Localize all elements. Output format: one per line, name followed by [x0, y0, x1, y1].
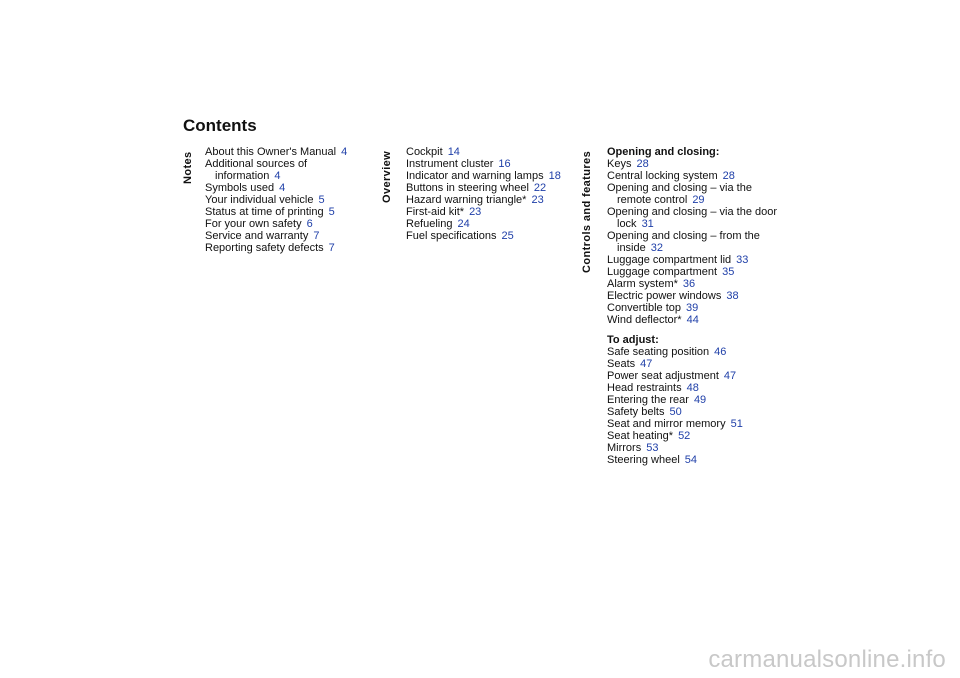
- toc-page-link[interactable]: 51: [730, 418, 743, 430]
- toc-entry-title: Power seat adjustment: [607, 370, 719, 382]
- toc-entry[interactable]: [406, 146, 576, 158]
- toc-entry-title: Buttons in steering wheel: [406, 182, 529, 194]
- toc-page-link[interactable]: 49: [693, 394, 707, 406]
- section-label-controls-and-features: Controls and features: [581, 150, 593, 273]
- toc-entry[interactable]: [607, 454, 777, 466]
- toc-page-link[interactable]: 33: [736, 254, 749, 266]
- toc-entry-title: Seats: [607, 358, 636, 370]
- toc-page-link[interactable]: 47: [640, 358, 653, 370]
- toc-entry[interactable]: [607, 442, 777, 454]
- toc-page-link[interactable]: 28: [722, 170, 735, 182]
- toc-page-link[interactable]: 52: [678, 430, 691, 442]
- toc-page-link[interactable]: 50: [669, 406, 682, 418]
- toc-entry-title: About this Owner's Manual: [205, 146, 337, 158]
- toc-entry[interactable]: [607, 314, 777, 326]
- toc-entry[interactable]: [607, 346, 777, 358]
- toc-entry[interactable]: [607, 254, 777, 266]
- toc-entry[interactable]: [205, 242, 375, 254]
- toc-entry[interactable]: [406, 194, 576, 206]
- toc-page-link[interactable]: 44: [686, 314, 699, 326]
- toc-page-link[interactable]: 46: [714, 346, 727, 358]
- toc-entry[interactable]: [406, 218, 576, 230]
- toc-entry[interactable]: [607, 266, 777, 278]
- page-title: Contents: [183, 116, 257, 135]
- toc-page-link[interactable]: 18: [548, 170, 561, 182]
- section-overview-list: [406, 146, 576, 242]
- toc-entry-title: Seat heating*: [607, 430, 674, 442]
- toc-entry-title: Electric power windows: [607, 290, 722, 302]
- toc-entry[interactable]: [205, 218, 375, 230]
- toc-entry-title: Hazard warning triangle*: [406, 194, 527, 206]
- toc-group-heading: Opening and closing:: [607, 146, 720, 158]
- group-spacer: [607, 326, 777, 334]
- toc-page-link[interactable]: 36: [682, 278, 696, 290]
- toc-entry[interactable]: [406, 206, 576, 218]
- toc-entry-title: Safe seating position: [607, 346, 710, 358]
- toc-entry[interactable]: [607, 418, 777, 430]
- toc-page-link[interactable]: 5: [328, 206, 335, 218]
- toc-entry-title: Head restraints: [607, 382, 682, 394]
- section-label-overview: Overview: [381, 150, 393, 203]
- toc-entry[interactable]: [406, 230, 576, 242]
- toc-entry[interactable]: [205, 182, 375, 194]
- toc-entry[interactable]: [607, 230, 777, 254]
- section-label-notes: Notes: [182, 151, 194, 184]
- toc-entry-title: Alarm system*: [607, 278, 678, 290]
- toc-entry-title: Indicator and warning lamps: [406, 170, 544, 182]
- toc-entry-title: Additional sources of information: [205, 158, 308, 182]
- toc-entry-title: Reporting safety defects: [205, 242, 324, 254]
- toc-entry[interactable]: [607, 290, 777, 302]
- toc-page-link[interactable]: 4: [279, 182, 286, 194]
- toc-entry-title: Status at time of printing: [205, 206, 324, 218]
- toc-entry-title: Wind deflector*: [607, 314, 682, 326]
- toc-page-link[interactable]: 4: [274, 170, 281, 182]
- toc-entry-title: Opening and closing – via the door lock: [607, 206, 778, 230]
- toc-page-link[interactable]: 7: [313, 230, 320, 242]
- toc-entry[interactable]: [607, 182, 777, 206]
- toc-entry[interactable]: [607, 170, 777, 182]
- toc-entry[interactable]: [406, 158, 576, 170]
- toc-entry[interactable]: [205, 206, 375, 218]
- toc-entry[interactable]: [607, 206, 777, 230]
- toc-entry-title: Safety belts: [607, 406, 665, 418]
- toc-entry-title: Luggage compartment: [607, 266, 718, 278]
- toc-entry-title: Refueling: [406, 218, 453, 230]
- toc-page-link[interactable]: 22: [533, 182, 547, 194]
- toc-entry[interactable]: [406, 170, 576, 182]
- section-notes-list: [205, 146, 375, 254]
- toc-page-link[interactable]: 24: [457, 218, 470, 230]
- toc-page-link[interactable]: 6: [306, 218, 313, 230]
- toc-page-link[interactable]: 16: [498, 158, 511, 170]
- toc-page-link[interactable]: 35: [722, 266, 735, 278]
- toc-entry[interactable]: [607, 278, 777, 290]
- watermark: carmanualsonline.info: [708, 646, 946, 673]
- toc-page-link[interactable]: 29: [692, 194, 705, 206]
- toc-entry-title: First-aid kit*: [406, 206, 465, 218]
- toc-entry-title: Service and warranty: [205, 230, 309, 242]
- toc-page-link[interactable]: 54: [684, 454, 698, 466]
- toc-page-link[interactable]: 23: [531, 194, 544, 206]
- toc-entry-title: Keys: [607, 158, 632, 170]
- toc-entry-title: Convertible top: [607, 302, 681, 314]
- toc-page-link[interactable]: 47: [723, 370, 737, 382]
- toc-entry[interactable]: [607, 430, 777, 442]
- toc-entry-title: Steering wheel: [607, 454, 680, 466]
- toc-page-link[interactable]: 48: [686, 382, 699, 394]
- toc-page-link[interactable]: 53: [646, 442, 659, 454]
- toc-entry[interactable]: [607, 382, 777, 394]
- toc-entry-title: Cockpit: [406, 146, 443, 158]
- toc-page-link[interactable]: 28: [636, 158, 649, 170]
- toc-entry[interactable]: [607, 370, 777, 382]
- toc-entry-title: Luggage compartment lid: [607, 254, 732, 266]
- toc-entry[interactable]: [205, 158, 375, 182]
- toc-entry-title: Mirrors: [607, 442, 642, 454]
- toc-page-link[interactable]: 23: [469, 206, 482, 218]
- toc-page-link[interactable]: 7: [328, 242, 335, 254]
- toc-entry-title: Symbols used: [205, 182, 275, 194]
- toc-entry[interactable]: [607, 394, 777, 406]
- toc-entry[interactable]: [607, 158, 777, 170]
- toc-page-link[interactable]: 25: [501, 230, 514, 242]
- toc-entry-title: Instrument cluster: [406, 158, 494, 170]
- toc-group-heading: To adjust:: [607, 334, 659, 346]
- section-controls-list: [607, 146, 777, 466]
- toc-page-link[interactable]: 14: [447, 146, 460, 158]
- toc-page-link[interactable]: 4: [341, 146, 348, 158]
- toc-entry-title: Your individual vehicle: [205, 194, 314, 206]
- toc-page-link[interactable]: 39: [686, 302, 699, 314]
- toc-entry-title: Central locking system: [607, 170, 718, 182]
- toc-page-link[interactable]: 32: [650, 242, 663, 254]
- toc-entry[interactable]: [406, 182, 576, 194]
- toc-entry[interactable]: [205, 146, 375, 158]
- toc-entry[interactable]: [607, 406, 777, 418]
- toc-page-link[interactable]: 38: [726, 290, 739, 302]
- toc-page-link[interactable]: 31: [641, 218, 654, 230]
- toc-entry-title: Entering the rear: [607, 394, 689, 406]
- toc-entry-title: Opening and closing – from the inside: [607, 230, 760, 254]
- toc-page-link[interactable]: 5: [318, 194, 325, 206]
- toc-entry[interactable]: [205, 230, 375, 242]
- toc-entry[interactable]: [205, 194, 375, 206]
- toc-entry-title: Seat and mirror memory: [607, 418, 726, 430]
- toc-entry-title: For your own safety: [205, 218, 302, 230]
- toc-entry-title: Opening and closing – via the remote control: [607, 182, 752, 206]
- toc-entry[interactable]: [607, 358, 777, 370]
- toc-entry[interactable]: [607, 302, 777, 314]
- toc-entry-title: Fuel specifications: [406, 230, 497, 242]
